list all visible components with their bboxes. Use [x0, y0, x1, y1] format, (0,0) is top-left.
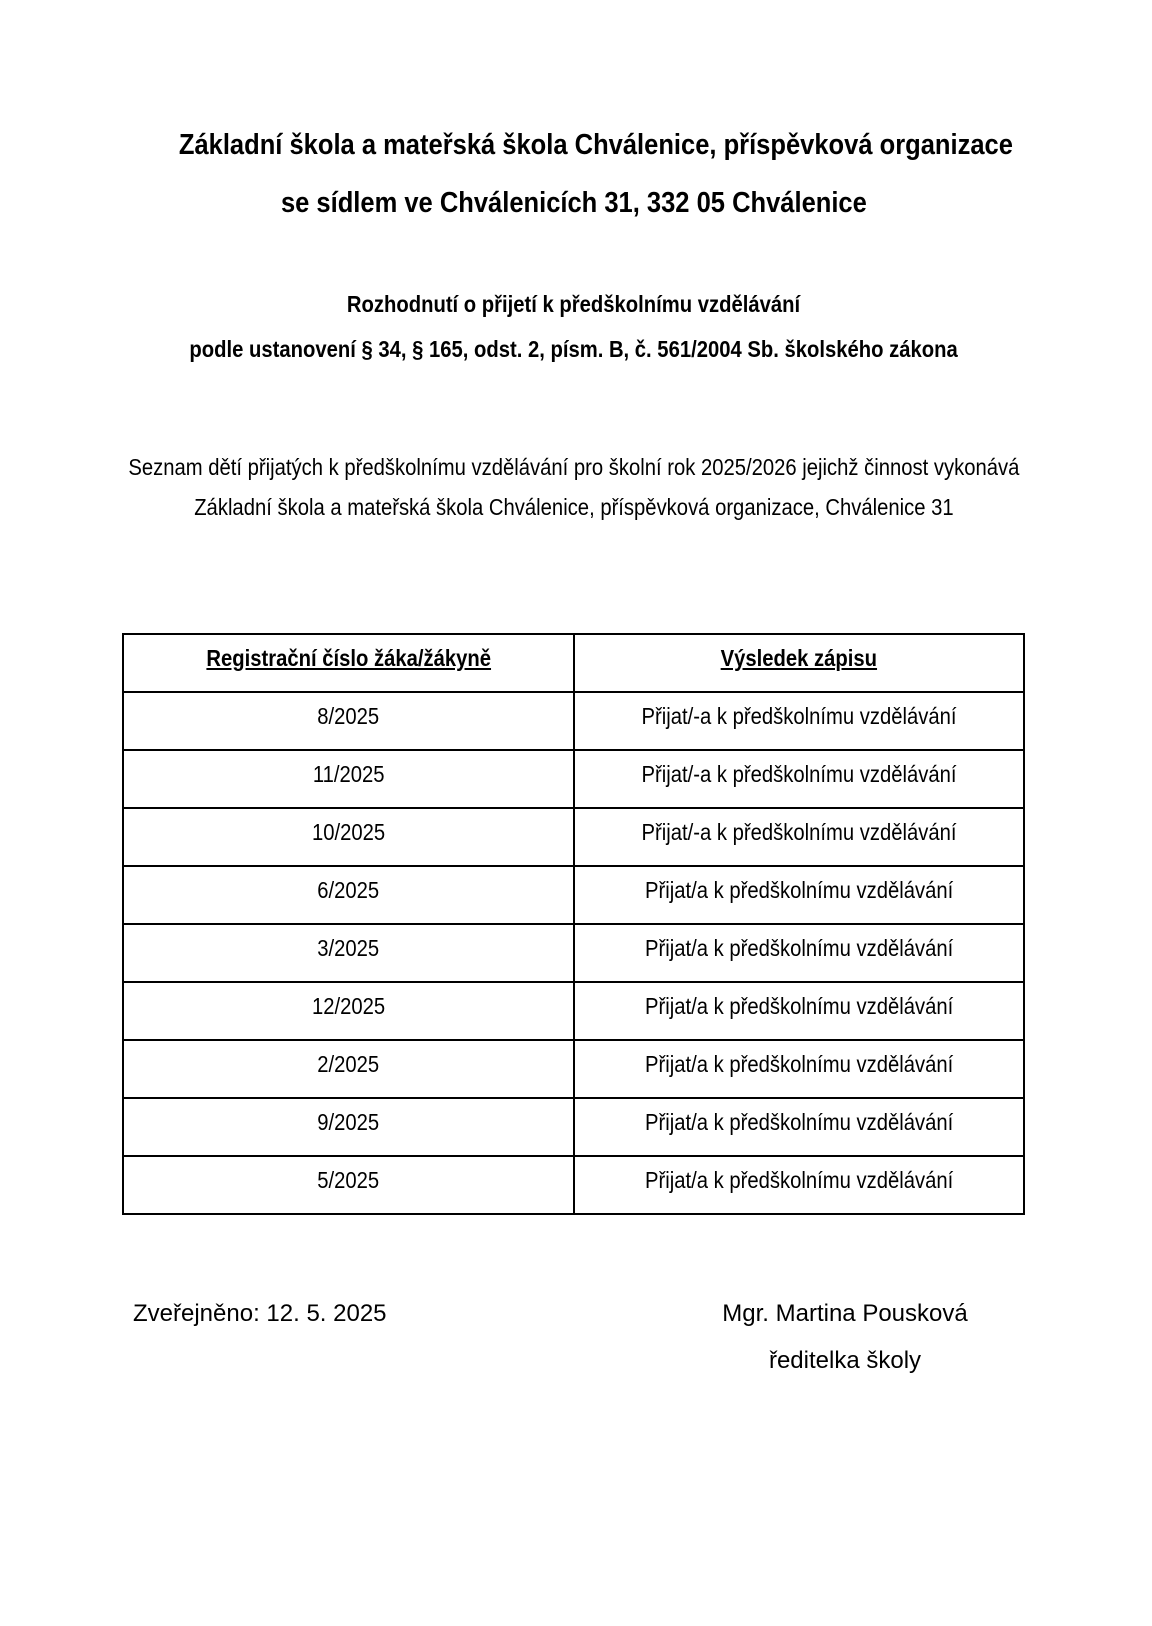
document-title	[122, 128, 1025, 162]
table-header-registration-number: Registrační číslo žáka/žákyně	[123, 634, 574, 692]
table-row	[123, 1098, 1024, 1156]
registration-number-cell: 10/2025	[123, 808, 574, 866]
table-header-result: Výsledek zápisu	[574, 634, 1025, 692]
published-date: Zveřejněno: 12. 5. 2025	[133, 1300, 387, 1327]
table-header-row	[123, 634, 1024, 692]
registration-number-cell: 9/2025	[123, 1098, 574, 1156]
registration-number-cell: 11/2025	[123, 750, 574, 808]
result-cell: Přijat/a k předškolnímu vzdělávání	[574, 1098, 1025, 1156]
result-cell: Přijat/a k předškolnímu vzdělávání	[574, 1040, 1025, 1098]
signature-block	[680, 1300, 1010, 1375]
table-row	[123, 982, 1024, 1040]
document-title-text: Základní škola a mateřská škola Chválenice, příspěvková organizace	[178, 129, 1013, 161]
registration-number-cell: 12/2025	[123, 982, 574, 1040]
document-subtitle	[122, 186, 1025, 220]
legal-reference	[122, 335, 1025, 363]
result-cell: Přijat/a k předškolnímu vzdělávání	[574, 982, 1025, 1040]
table-row	[123, 924, 1024, 982]
table-row	[123, 692, 1024, 750]
intro-paragraph-text: Seznam dětí přijatých k předškolnímu vzdělávání pro školní rok 2025/2026 jejichž činnost vykonává Základní škola a mateřská škola Chválenice, příspěvková organizace, Chválenice 31	[127, 454, 1020, 520]
result-cell: Přijat/a k předškolnímu vzdělávání	[574, 866, 1025, 924]
document-footer	[122, 1300, 1025, 1375]
table-row	[123, 808, 1024, 866]
decision-heading	[122, 290, 1025, 318]
signature-name: Mgr. Martina Pousková	[722, 1300, 968, 1327]
table-row	[123, 866, 1024, 924]
registration-number-cell: 5/2025	[123, 1156, 574, 1214]
result-cell: Přijat/a k předškolnímu vzdělávání	[574, 924, 1025, 982]
table-row	[123, 1156, 1024, 1214]
registration-number-cell: 6/2025	[123, 866, 574, 924]
table-row	[123, 1040, 1024, 1098]
document-content	[0, 128, 1152, 1375]
signature-role: ředitelka školy	[768, 1347, 922, 1374]
registration-number-cell: 2/2025	[123, 1040, 574, 1098]
admissions-table	[122, 633, 1025, 1215]
intro-paragraph	[122, 447, 1025, 527]
result-cell: Přijat/-a k předškolnímu vzdělávání	[574, 808, 1025, 866]
document-subtitle-text: se sídlem ve Chválenicích 31, 332 05 Chválenice	[280, 187, 867, 219]
registration-number-cell: 8/2025	[123, 692, 574, 750]
result-cell: Přijat/a k předškolnímu vzdělávání	[574, 1156, 1025, 1214]
table-row	[123, 750, 1024, 808]
legal-reference-text: podle ustanovení § 34, § 165, odst. 2, písm. B, č. 561/2004 Sb. školského zákona	[189, 336, 958, 362]
result-cell: Přijat/-a k předškolnímu vzdělávání	[574, 692, 1025, 750]
decision-heading-text: Rozhodnutí o přijetí k předškolnímu vzdělávání	[346, 291, 801, 317]
registration-number-cell: 3/2025	[123, 924, 574, 982]
result-cell: Přijat/-a k předškolnímu vzdělávání	[574, 750, 1025, 808]
